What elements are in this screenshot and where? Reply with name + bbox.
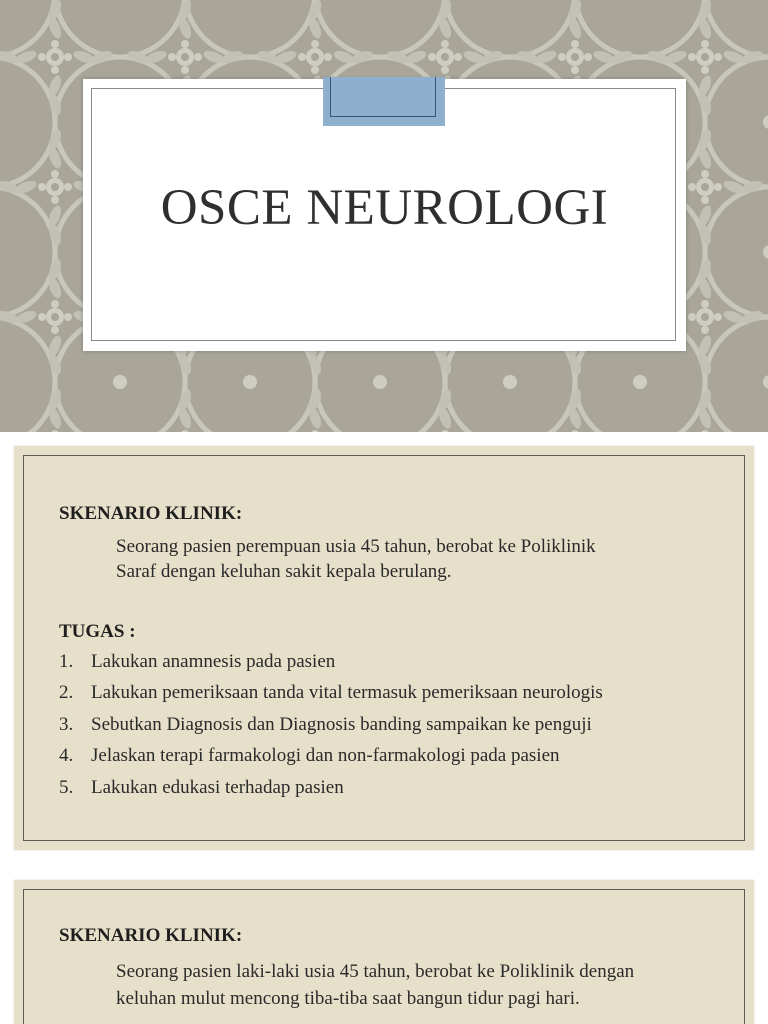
task-item bbox=[59, 682, 739, 713]
scenario-line-1: Seorang pasien laki-laki usia 45 tahun, berobat ke Poliklinik dengan bbox=[116, 961, 635, 982]
task-item bbox=[59, 745, 739, 776]
title-accent-tab-frame bbox=[330, 77, 436, 117]
task-item bbox=[59, 651, 739, 682]
scenario-heading: SKENARIO KLINIK: bbox=[59, 925, 243, 946]
task-item bbox=[59, 777, 739, 808]
task-number: 3. bbox=[59, 713, 74, 735]
task-number: 4. bbox=[59, 745, 74, 767]
task-number: 1. bbox=[59, 651, 74, 672]
task-text: Lakukan edukasi terhadap pasien bbox=[91, 776, 344, 798]
title-slide bbox=[0, 0, 768, 432]
scenario-line-1: Seorang pasien perempuan usia 45 tahun, berobat ke Poliklinik bbox=[116, 536, 596, 557]
scenario-heading: SKENARIO KLINIK: bbox=[59, 503, 243, 524]
slide-title: OSCE NEUROLOGI bbox=[160, 180, 609, 236]
task-text: Lakukan pemeriksaan tanda vital termasuk pemeriksaan neurologis bbox=[91, 682, 603, 704]
scenario-line-2: keluhan mulut mencong tiba-tiba saat bangun tidur pagi hari. bbox=[116, 988, 580, 1009]
scenario-slide-2 bbox=[14, 880, 754, 1024]
task-text: Lakukan anamnesis pada pasien bbox=[91, 651, 336, 672]
title-card bbox=[83, 79, 686, 351]
scenario-line-2: Saraf dengan keluhan sakit kepala berulang. bbox=[116, 561, 452, 582]
title-accent-tab bbox=[323, 77, 445, 126]
task-number: 5. bbox=[59, 776, 74, 798]
tasks-heading: TUGAS : bbox=[59, 621, 136, 642]
task-list bbox=[59, 651, 739, 808]
task-text: Sebutkan Diagnosis dan Diagnosis banding sampaikan ke penguji bbox=[91, 713, 592, 735]
scenario-slide-1 bbox=[14, 446, 754, 850]
task-item bbox=[59, 714, 739, 745]
task-number: 2. bbox=[59, 682, 74, 704]
task-text: Jelaskan terapi farmakologi dan non-farmakologi pada pasien bbox=[91, 745, 560, 767]
